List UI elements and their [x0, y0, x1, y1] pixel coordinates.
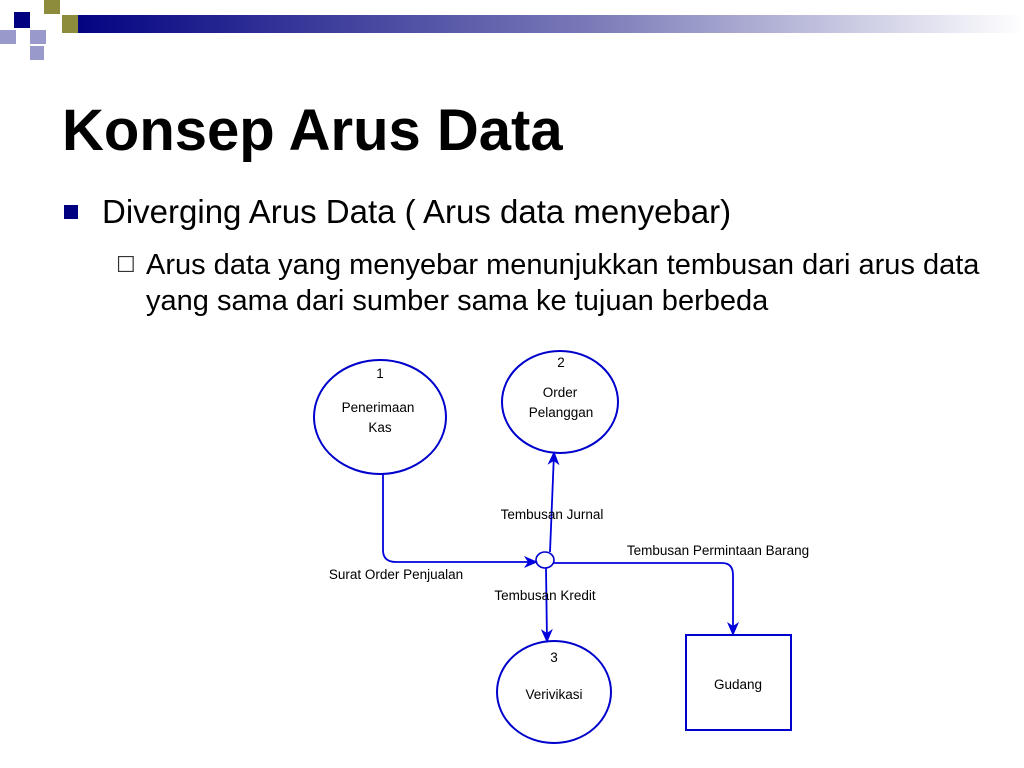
slide-title: Konsep Arus Data: [62, 98, 563, 163]
flow-label-input: Surat Order Penjualan: [328, 567, 464, 582]
process-2-order-pelanggan: [502, 351, 618, 453]
bullet-text: Arus data yang menyebar menunjukkan tembusan dari arus data yang sama dari sumber sama ke tujuan berbeda: [146, 249, 980, 317]
process-label: Verivikasi: [525, 687, 583, 702]
flow-line-to-verifikasi: [546, 568, 547, 641]
flow-label-to-verifikasi: Tembusan Kredit: [494, 588, 596, 603]
process-label: Penerimaan: [341, 400, 415, 415]
hollow-square-bullet-icon: ☐: [116, 252, 136, 277]
flow-label-to-order: Tembusan Jurnal: [500, 507, 604, 522]
flow-line-to-order: [550, 453, 554, 552]
flow-label-to-gudang: Tembusan Permintaan Barang: [626, 543, 810, 558]
store-gudang: [686, 635, 791, 730]
process-label: Pelanggan: [528, 405, 594, 420]
store-label: Gudang: [713, 677, 763, 692]
junction-node: [536, 552, 554, 568]
process-number: 1: [376, 366, 384, 381]
process-1-penerimaan-kas: [314, 360, 446, 474]
process-label: Order: [542, 385, 578, 400]
process-number: 2: [557, 355, 565, 370]
process-number: 3: [550, 650, 558, 665]
bullet-text: Diverging Arus Data ( Arus data menyebar): [102, 193, 732, 230]
process-3-verivikasi: [497, 641, 611, 743]
process-label: Kas: [368, 420, 392, 435]
